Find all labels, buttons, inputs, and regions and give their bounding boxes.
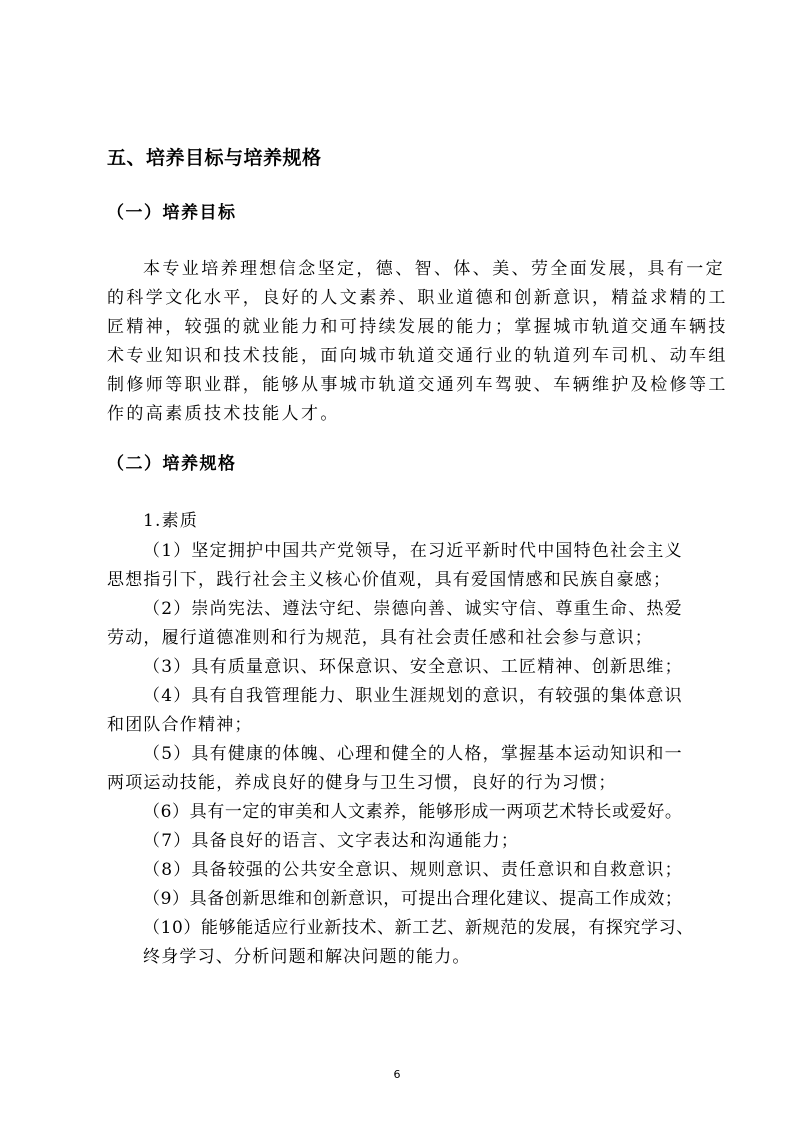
quality-item: 和团队合作精神；	[107, 715, 253, 735]
quality-item: （10）能够能适应行业新技术、新工艺、新规范的发展，有探究学习、	[143, 918, 694, 938]
page-number: 6	[393, 1068, 401, 1081]
quality-item: （5）具有健康的体魄、心理和健全的人格，掌握基本运动知识和一	[143, 744, 683, 764]
quality-item: 两项运动技能，养成良好的健身与卫生习惯，良好的行为习惯；	[107, 773, 617, 793]
goal-paragraph-line: 本专业培养理想信念坚定，德、智、体、美、劳全面发展，具有一定	[143, 259, 725, 279]
quality-item: （9）具备创新思维和创新意识，可提出合理化建议、提高工作成效；	[143, 889, 683, 909]
quality-item: （4）具有自我管理能力、职业生涯规划的意识，有较强的集体意识	[143, 686, 683, 706]
goal-paragraph-line: 术专业知识和技术技能，面向城市轨道交通行业的轨道列车司机、动车组	[107, 346, 728, 366]
quality-item: 思想指引下，践行社会主义核心价值观，具有爱国情感和民族自豪感；	[107, 570, 672, 590]
quality-item: （1）坚定拥护中国共产党领导，在习近平新时代中国特色社会主义	[143, 541, 683, 561]
quality-item: （2）崇尚宪法、遵法守纪、崇德向善、诚实守信、尊重生命、热爱	[143, 599, 683, 619]
section-title: 五、培养目标与培养规格	[107, 147, 322, 169]
quality-item: 终身学习、分析问题和解决问题的能力。	[143, 947, 471, 967]
goal-paragraph-line: 的科学文化水平，良好的人文素养、职业道德和创新意识，精益求精的工	[107, 288, 728, 308]
subsection-title-goals: （一）培养目标	[107, 203, 237, 223]
quality-item: （8）具备较强的公共安全意识、规则意识、责任意识和自救意识；	[143, 860, 683, 880]
goal-paragraph-line: 作的高素质技术技能人才。	[107, 404, 340, 424]
quality-item: （6）具有一定的审美和人文素养，能够形成一两项艺术特长或爱好。	[143, 802, 683, 822]
goal-paragraph-line: 匠精神，较强的就业能力和可持续发展的能力；掌握城市轨道交通车辆技	[107, 317, 728, 337]
quality-item: （7）具备良好的语言、文字表达和沟通能力；	[143, 831, 520, 851]
goal-paragraph-line: 制修师等职业群，能够从事城市轨道交通列车驾驶、车辆维护及检修等工	[107, 375, 728, 395]
subsection-title-specs: （二）培养规格	[107, 454, 237, 474]
sub-heading-quality: 1.素质	[143, 511, 199, 531]
quality-item: 劳动，履行道德准则和行为规范，具有社会责任感和社会参与意识；	[107, 628, 653, 648]
quality-item: （3）具有质量意识、环保意识、安全意识、工匠精神、创新思维；	[143, 657, 683, 677]
